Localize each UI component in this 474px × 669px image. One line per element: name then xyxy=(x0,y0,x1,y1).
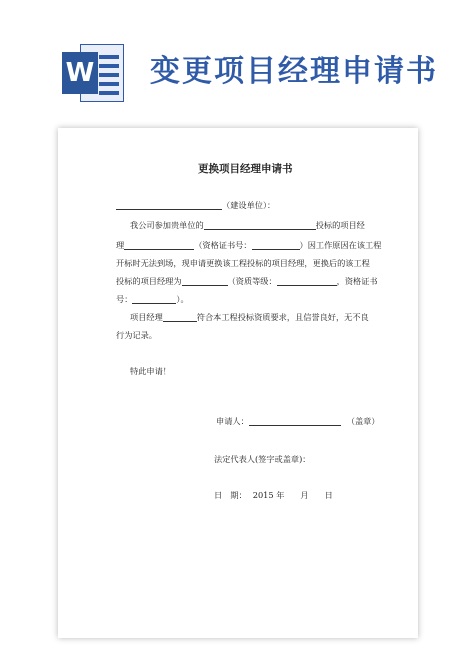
blank-field xyxy=(249,416,341,426)
body-text: 投标的项目经理为 xyxy=(116,276,182,286)
banner xyxy=(0,0,474,118)
body-line xyxy=(116,240,381,250)
blank-field xyxy=(204,220,316,230)
body-text: （资格证书号： xyxy=(194,240,252,250)
body-text: ）因工作原因在该工程 xyxy=(299,240,382,250)
blank-field xyxy=(252,240,300,250)
document-page xyxy=(58,128,418,638)
body-line: 行为记录。 xyxy=(116,330,157,340)
body-text: 项目经理 xyxy=(130,312,163,322)
date-label: 日 期： xyxy=(214,490,247,500)
date-line xyxy=(214,490,333,500)
body-text: ，资格证书 xyxy=(336,276,378,286)
blank-field xyxy=(124,240,194,250)
body-line: 开标时无法到场，现申请更换该工程投标的项目经理，更换后的该工程 xyxy=(116,258,370,268)
closing-line: 特此申请！ xyxy=(130,366,171,376)
body-line xyxy=(116,276,378,286)
body-text: 理 xyxy=(116,240,125,250)
blank-field xyxy=(182,276,228,286)
word-icon xyxy=(62,44,124,102)
blank-field xyxy=(132,294,176,304)
addressee-line xyxy=(116,200,275,210)
date-day: 日 xyxy=(324,490,333,500)
applicant-label: 申请人： xyxy=(216,416,249,426)
blank-field xyxy=(116,200,222,210)
body-line xyxy=(130,220,365,230)
applicant-line xyxy=(216,416,380,426)
body-text: ）。 xyxy=(176,294,189,304)
body-line xyxy=(130,312,369,322)
word-badge: W xyxy=(62,52,98,94)
legal-representative-line: 法定代表人(签字或盖章)： xyxy=(214,454,311,464)
blank-field xyxy=(277,276,337,286)
body-text: 投标的项目经 xyxy=(315,220,365,230)
addressee-suffix: （建设单位）： xyxy=(222,200,276,210)
document-title: 更换项目经理申请书 xyxy=(198,163,293,175)
body-text: （资质等级： xyxy=(227,276,277,286)
body-text: 我公司参加贵单位的 xyxy=(130,220,204,230)
banner-title: 变更项目经理申请书 xyxy=(150,54,438,89)
body-text: 号： xyxy=(116,294,133,304)
body-text: 符合本工程投标资质要求，且信誉良好，无不良 xyxy=(196,312,369,322)
date-year: 2015 年 xyxy=(252,490,285,500)
blank-field xyxy=(163,312,197,322)
body-line xyxy=(116,294,189,304)
date-month: 月 xyxy=(300,490,309,500)
stamp-label: （盖章） xyxy=(346,416,380,426)
